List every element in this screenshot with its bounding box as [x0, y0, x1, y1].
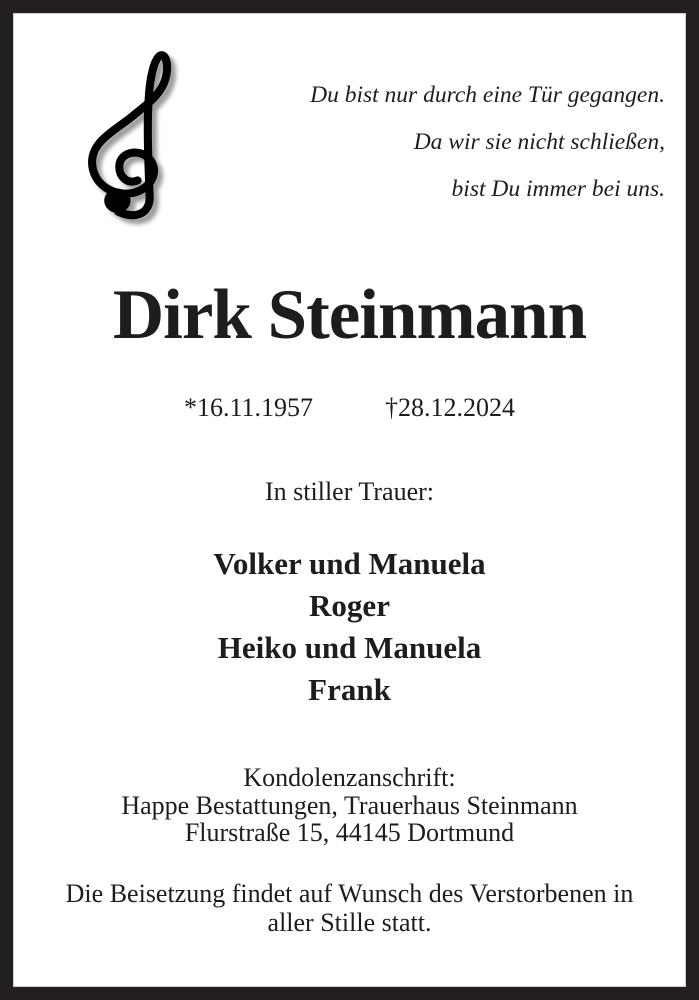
mourner-name-4: Frank [308, 672, 391, 707]
burial-note: Die Beisetzung findet auf Wunsch des Verstorbenen in aller Stille statt. [65, 879, 634, 937]
deceased-name: Dirk Steinmann [112, 276, 587, 354]
treble-clef-icon [84, 47, 180, 231]
poem-line-2: Da wir sie nicht schließen, [413, 129, 665, 155]
mourning-intro: In stiller Trauer: [265, 477, 434, 506]
poem-line-3: bist Du immer bei uns. [451, 176, 665, 202]
death-date: †28.12.2024 [385, 393, 516, 422]
condolence-address [13, 764, 686, 847]
birth-date: *16.11.1957 [183, 393, 314, 422]
mourner-name-3: Heiko und Manuela [217, 630, 482, 665]
condolence-line-2: Flurstraße 15, 44145 Dortmund [184, 818, 515, 847]
notice-inner-frame [13, 13, 686, 987]
memorial-poem [310, 72, 665, 213]
condolence-label: Kondolenzanschrift: [243, 763, 456, 792]
mourner-name-2: Roger [309, 588, 390, 623]
mourner-list [13, 543, 686, 711]
poem-line-1: Du bist nur durch eine Tür gegangen. [310, 82, 665, 108]
condolence-line-1: Happe Bestattungen, Trauerhaus Steinmann [121, 790, 578, 820]
mourner-name-1: Volker und Manuela [213, 546, 486, 581]
life-dates [13, 392, 686, 424]
